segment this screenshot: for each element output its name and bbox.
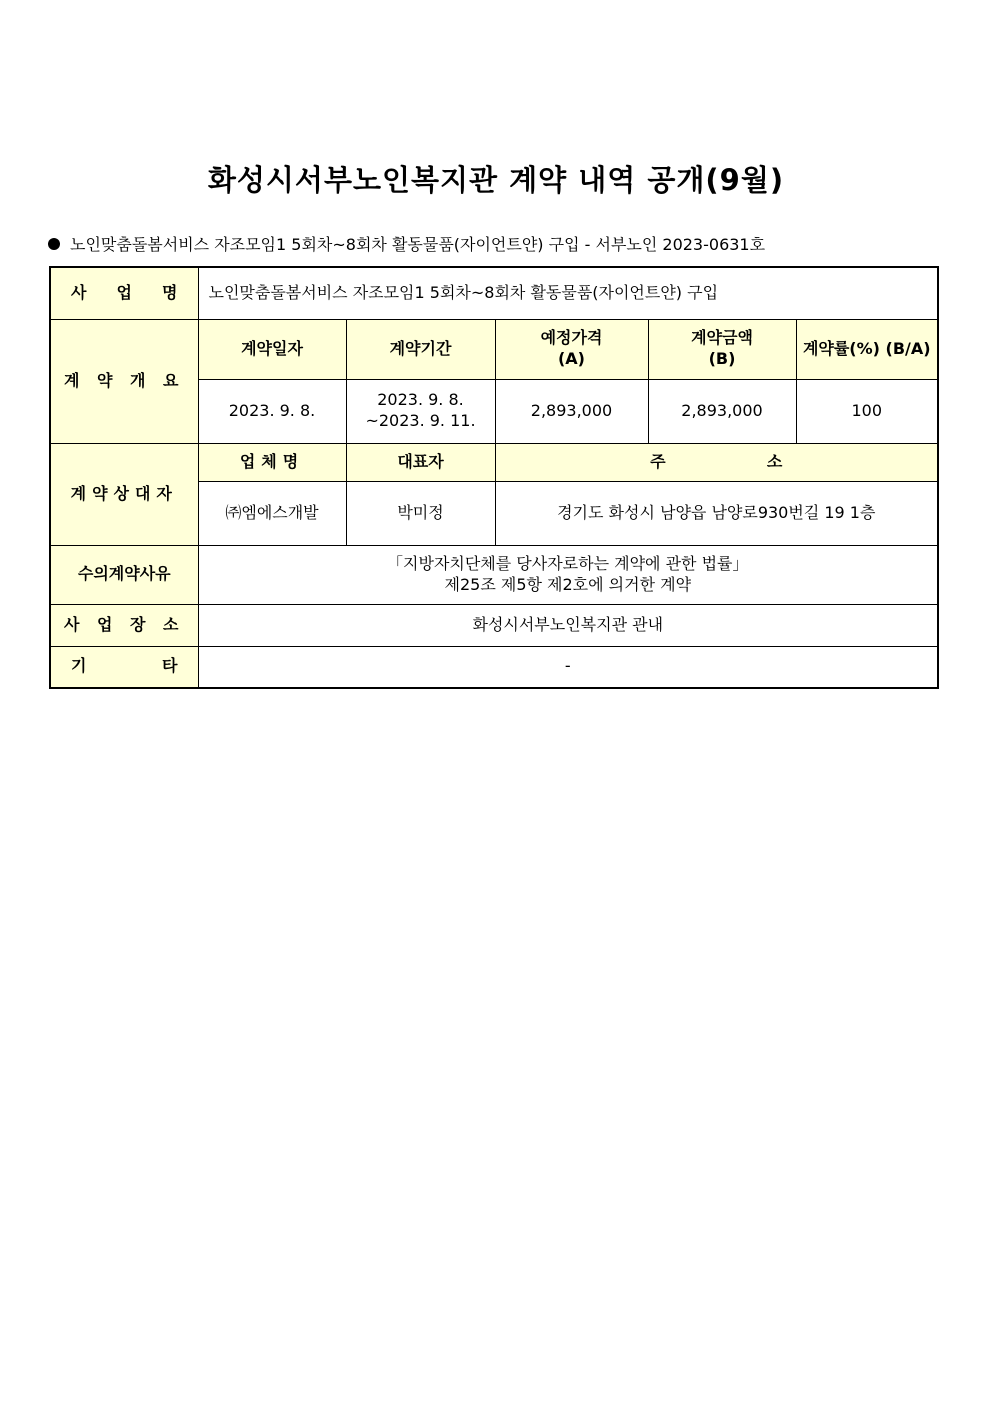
location-label: 사 업 장 소 bbox=[50, 604, 198, 646]
contract-rate-value: 100 bbox=[796, 379, 938, 443]
reason-label: 수의계약사유 bbox=[50, 545, 198, 604]
party-header-row bbox=[50, 443, 938, 481]
estimated-price-header: 예정가격 (A) bbox=[495, 319, 648, 379]
overview-label: 계 약 개 요 bbox=[50, 319, 198, 443]
representative-header: 대표자 bbox=[346, 443, 495, 481]
contract-amount-header: 계약금액 (B) bbox=[648, 319, 796, 379]
company-header: 업체명 bbox=[198, 443, 346, 481]
location-row bbox=[50, 604, 938, 646]
business-name-row bbox=[50, 267, 938, 319]
company-value: ㈜엠에스개발 bbox=[198, 481, 346, 545]
representative-value: 박미정 bbox=[346, 481, 495, 545]
overview-header-row bbox=[50, 319, 938, 379]
subtitle-text: 노인맞춤돌봄서비스 자조모임1 5회차~8회차 활동물품(자이언트얀) 구입 - 서부노인 2023-0631호 bbox=[70, 235, 766, 254]
contract-rate-header: 계약률(%) (B/A) bbox=[796, 319, 938, 379]
address-header: 주 소 bbox=[495, 443, 938, 481]
etc-row bbox=[50, 646, 938, 688]
party-label: 계약상대자 bbox=[50, 443, 198, 545]
reason-value: 「지방자치단체를 당사자로하는 계약에 관한 법률」 제25조 제5항 제2호에 의거한 계약 bbox=[198, 545, 938, 604]
contract-period-value: 2023. 9. 8. ~2023. 9. 11. bbox=[346, 379, 495, 443]
contract-subtitle bbox=[48, 232, 765, 255]
contract-table bbox=[49, 266, 939, 689]
etc-value: - bbox=[198, 646, 938, 688]
contract-amount-value: 2,893,000 bbox=[648, 379, 796, 443]
contract-date-header: 계약일자 bbox=[198, 319, 346, 379]
etc-label: 기 타 bbox=[50, 646, 198, 688]
address-value: 경기도 화성시 남양읍 남양로930번길 19 1층 bbox=[495, 481, 938, 545]
contract-period-header: 계약기간 bbox=[346, 319, 495, 379]
bullet-icon bbox=[48, 238, 60, 250]
reason-row bbox=[50, 545, 938, 604]
estimated-price-value: 2,893,000 bbox=[495, 379, 648, 443]
business-name-label: 사 업 명 bbox=[50, 267, 198, 319]
contract-date-value: 2023. 9. 8. bbox=[198, 379, 346, 443]
location-value: 화성시서부노인복지관 관내 bbox=[198, 604, 938, 646]
page-title: 화성시서부노인복지관 계약 내역 공개(9월) bbox=[207, 163, 785, 197]
business-name-value: 노인맞춤돌봄서비스 자조모임1 5회차~8회차 활동물품(자이언트얀) 구입 bbox=[198, 267, 938, 319]
